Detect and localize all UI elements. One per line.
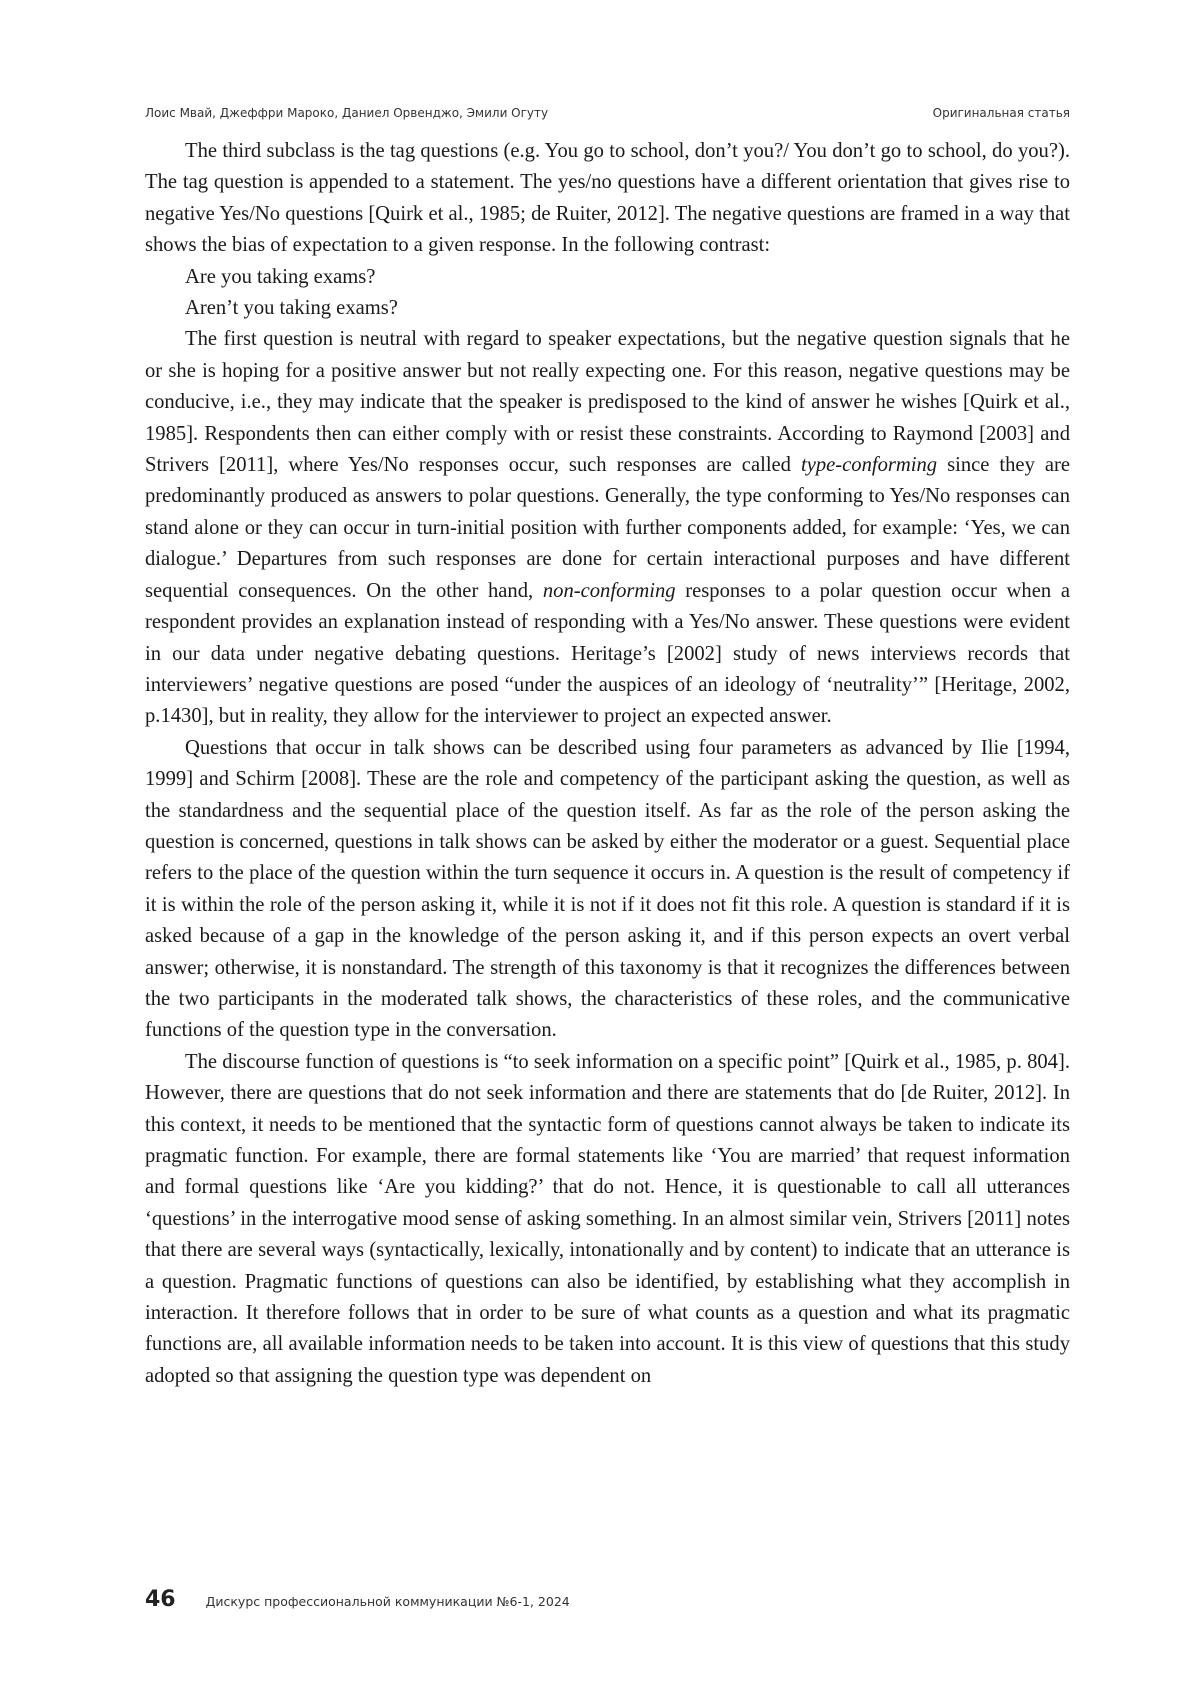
journal-title: Дискурс профессиональной коммуникации №6-1, 2024 [205, 1594, 570, 1609]
paragraph-tag-questions: The third subclass is the tag questions (e.g. You go to school, don’t you?/ You don’t go to school, do you?). The tag question is appended to a statement. The yes/no questions have a different orientation that gives rise to negative Yes/No questions [Quirk et al., 1985; de Ruiter, 2012]. The negative questions are framed in a way that shows the bias of expectation to a given response. In the following contrast: [145, 140, 1070, 257]
paragraph-text: responses to a polar question occur when a respondent provides an explanation instead of responding with a Yes/No answer. These questions were evident in our data under negative debating questions. Heritage’s [2002] study of news interviews records that interviewers’ negative questions are posed “under the auspices of an ideology of ‘neutrality’” [Heritage, 2002, p.1430], but in reality, they allow for the interviewer to project an expected answer. [145, 579, 1070, 728]
term-non-conforming: non-conforming [542, 579, 676, 602]
term-type-conforming: type-conforming [800, 454, 938, 477]
body-text [145, 136, 1070, 1392]
paragraph-text: since they are predominantly produced as answers to polar questions. Generally, the type conforming to Yes/No responses can stand alone or they can occur in turn-initial position with further components added, for example: ‘Yes, we can dialogue.’ Departures from such responses are done for certain interactional purposes and have different sequential consequences. On the other hand, [145, 454, 1071, 602]
header-authors: Лоис Мвай, Джеффри Мароко, Даниел Орвенджо, Эмили Огуту [145, 106, 549, 120]
paragraph-negative-questions [145, 324, 1070, 732]
running-header [145, 106, 1070, 120]
header-section: Оригинальная статья [932, 106, 1070, 120]
example-question-negative: Aren’t you taking exams? [185, 297, 398, 320]
paragraph-text: The first question is neutral with regard to speaker expectations, but the negative question signals that he or she is hoping for a positive answer but not really expecting one. For this reason, negative questions may be conducive, i.e., they may indicate that the speaker is predisposed to the kind of answer he wishes [Quirk et al., 1985]. Respondents then can either comply with or resist these constraints. According to Raymond [2003] and Strivers [2011], where Yes/No responses occur, such responses are called [145, 328, 1070, 477]
page-number: 46 [145, 1587, 176, 1612]
paragraph-discourse-function: The discourse function of questions is “to seek information on a specific point” [Quirk et al., 1985, p. 804]. However, there are questions that do not seek information and there are statements that do [de Ruiter, 2012]. In this context, it needs to be mentioned that the syntactic form of questions cannot always be taken to indicate its pragmatic function. For example, there are formal statements like ‘You are married’ that request information and formal questions like ‘Are you kidding?’ that do not. Hence, it is questionable to call all utterances ‘questions’ in the interrogative mood sense of asking something. In an almost similar vein, Strivers [2011] notes that there are several ways (syntactically, lexically, intonationally and by content) to indicate that an utterance is a question. Pragmatic functions of questions can also be identified, by establishing what they accomplish in interaction. It therefore follows that in order to be sure of what counts as a question and what its pragmatic functions are, all available information needs to be taken into account. It is this view of questions that this study adopted so that assigning the question type was dependent on [145, 1050, 1070, 1387]
paragraph-talk-show-parameters: Questions that occur in talk shows can be described using four parameters as advanced by Ilie [1994, 1999] and Schirm [2008]. These are the role and competency of the participant asking the question, as well as the standardness and the sequential place of the question itself. As far as the role of the person asking the question is concerned, questions in talk shows can be asked by either the moderator or a guest. Sequential place refers to the place of the question within the turn sequence it occurs in. A question is the result of competency if it is within the role of the person asking it, while it is not if it does not fit this role. A question is standard if it is asked because of a gap in the knowledge of the person asking it, and if this person expects an overt verbal answer; otherwise, it is nonstandard. The strength of this taxonomy is that it recognizes the differences between the two participants in the moderated talk shows, the characteristics of these roles, and the communicative functions of the question type in the conversation. [145, 736, 1070, 1042]
page-footer [145, 1587, 570, 1612]
example-question-positive: Are you taking exams? [185, 265, 376, 288]
